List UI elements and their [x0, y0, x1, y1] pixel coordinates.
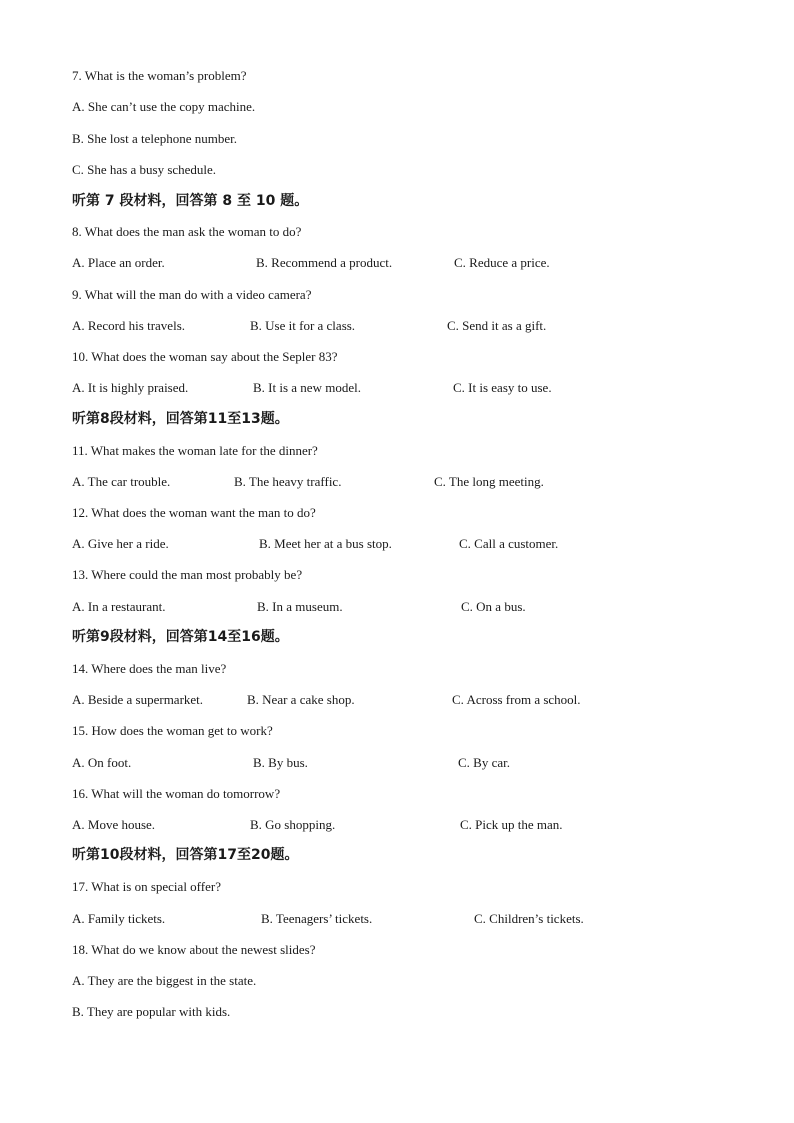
question-13-option-c: C. On a bus. — [461, 599, 526, 614]
question-16: 16. What will the woman do tomorrow? — [72, 786, 281, 801]
question-17-option-b: B. Teenagers’ tickets. — [261, 911, 373, 926]
question-16-option-c: C. Pick up the man. — [460, 817, 563, 832]
question-8-option-a: A. Place an order. — [72, 255, 165, 270]
question-10-option-b: B. It is a new model. — [253, 380, 361, 395]
section-heading-10: 听第10段材料，回答第17至20题。 — [72, 847, 299, 863]
question-16-option-a: A. Move house. — [72, 817, 156, 832]
question-13-option-a: A. In a restaurant. — [72, 599, 166, 614]
question-9-option-b: B. Use it for a class. — [250, 318, 356, 333]
question-7-option-a: A. She can’t use the copy machine. — [72, 99, 256, 114]
question-14: 14. Where does the man live? — [72, 661, 227, 676]
question-7-option-b: B. She lost a telephone number. — [72, 131, 238, 146]
question-14-option-c: C. Across from a school. — [452, 692, 581, 707]
question-17-option-a: A. Family tickets. — [72, 911, 166, 926]
question-17-option-c: C. Children’s tickets. — [474, 911, 584, 926]
question-14-option-a: A. Beside a supermarket. — [72, 692, 204, 707]
question-8-option-c: C. Reduce a price. — [454, 255, 550, 270]
question-11-option-a: A. The car trouble. — [72, 474, 171, 489]
question-12: 12. What does the woman want the man to do? — [72, 505, 316, 520]
question-15: 15. How does the woman get to work? — [72, 723, 273, 738]
section-heading-7: 听第 7 段材料，回答第 8 至 10 题。 — [72, 193, 309, 209]
question-16-option-b: B. Go shopping. — [250, 817, 336, 832]
question-10-option-c: C. It is easy to use. — [453, 380, 552, 395]
question-14-option-b: B. Near a cake shop. — [247, 692, 355, 707]
question-18-option-b: B. They are popular with kids. — [72, 1004, 231, 1019]
question-15-option-a: A. On foot. — [72, 755, 132, 770]
question-18-option-a: A. They are the biggest in the state. — [72, 973, 257, 988]
question-11-option-c: C. The long meeting. — [434, 474, 544, 489]
question-7-option-c: C. She has a busy schedule. — [72, 162, 217, 177]
question-8: 8. What does the man ask the woman to do? — [72, 224, 302, 239]
question-9-option-a: A. Record his travels. — [72, 318, 186, 333]
section-heading-9: 听第9段材料，回答第14至16题。 — [72, 629, 289, 645]
question-15-option-c: C. By car. — [458, 755, 510, 770]
question-12-option-b: B. Meet her at a bus stop. — [259, 536, 392, 551]
question-11-option-b: B. The heavy traffic. — [234, 474, 342, 489]
question-10: 10. What does the woman say about the Sepler 83? — [72, 349, 338, 364]
question-7: 7. What is the woman’s problem? — [72, 68, 247, 83]
question-18: 18. What do we know about the newest slides? — [72, 942, 316, 957]
section-heading-8: 听第8段材料，回答第11至13题。 — [72, 411, 289, 427]
question-10-option-a: A. It is highly praised. — [72, 380, 189, 395]
question-17: 17. What is on special offer? — [72, 879, 221, 894]
question-12-option-a: A. Give her a ride. — [72, 536, 169, 551]
question-15-option-b: B. By bus. — [253, 755, 308, 770]
question-13-option-b: B. In a museum. — [257, 599, 343, 614]
question-9: 9. What will the man do with a video camera? — [72, 287, 312, 302]
question-11: 11. What makes the woman late for the dinner? — [72, 443, 318, 458]
question-12-option-c: C. Call a customer. — [459, 536, 559, 551]
question-8-option-b: B. Recommend a product. — [256, 255, 393, 270]
question-13: 13. Where could the man most probably be? — [72, 567, 303, 582]
question-9-option-c: C. Send it as a gift. — [447, 318, 547, 333]
